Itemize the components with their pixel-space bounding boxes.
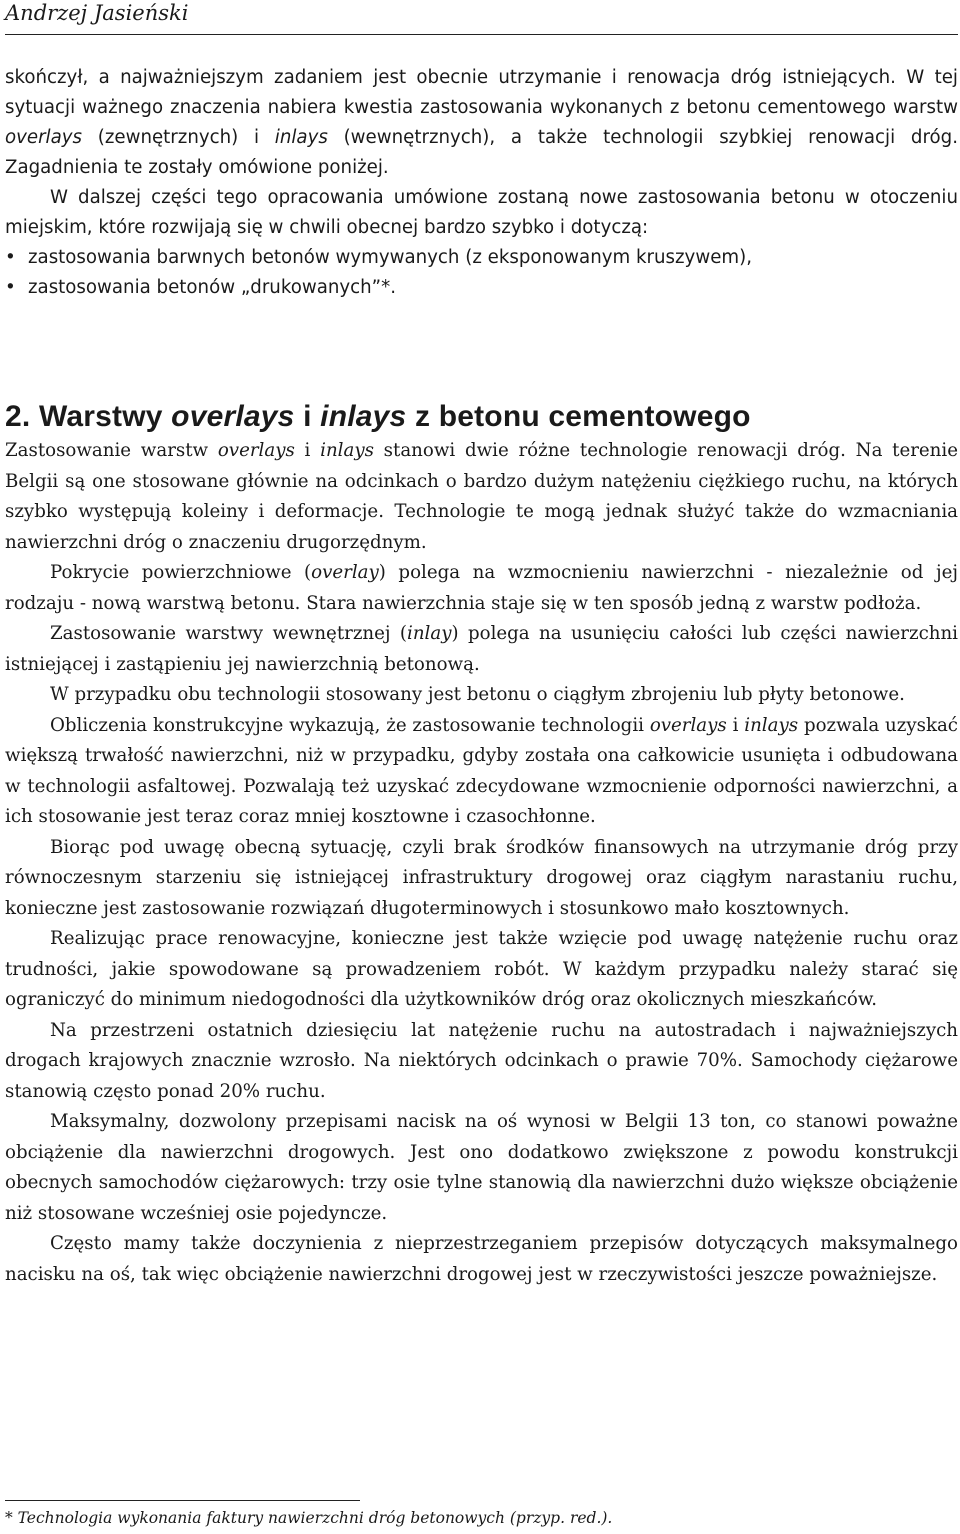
lead-p1-term-overlays: overlays (5, 127, 82, 148)
bullet-marker: • (5, 277, 16, 298)
p2-text-b: ) polega na wzmocnieniu nawierzchni - niezależnie od jej rodzaju - nową warstwą betonu. Stara nawierzchnia staje się w ten sposób jedną z warstw podłoża. (5, 562, 959, 614)
body-paragraph-2 (5, 558, 958, 619)
body-paragraph-7: Realizując prace renowacyjne, konieczne jest także wzięcie pod uwagę natężenie ruchu oraz trudności, jakie spowodowane są prowadzeniem robót. W każdym przypadku należy starać się ograniczyć do minimum niedogodności dla użytkowników dróg oraz okolicznych mieszkańców. (5, 928, 958, 1010)
bullet-marker: • (5, 247, 16, 268)
lead-p1-text-c: (wewnętrznych), a także technologii szybkiej renowacji dróg. Zagadnienia te zostały omówione poniżej. (5, 127, 958, 178)
heading-term-inlays: inlays (320, 399, 407, 433)
body-paragraph-5 (5, 711, 958, 833)
body-paragraph-8: Na przestrzeni ostatnich dziesięciu lat natężenie ruchu na autostradach i najważniejszych drogach krajowych znacznie wzrosło. Na niektórych odcinkach o prawie 70%. Samochody ciężarowe stanowią często ponad 20% ruchu. (5, 1019, 958, 1102)
body-paragraph-4: W przypadku obu technologii stosowany jest betonu o ciągłym zbrojeniu lub płyty betonowe. (50, 684, 905, 705)
lead-p1-text-a: skończył, a najważniejszym zadaniem jest obecnie utrzymanie i renowacja dróg istniejących. W tej sytuacji ważnego znaczenia nabiera kwestia zastosowania wykonanych z betonu cementowego warstw (5, 67, 958, 118)
p5-text-c: pozwala uzyskać większą trwałość nawierzchni, niż w przypadku, gdyby została ona całkowicie usunięta i odbudowana w technologii asfaltowej. Pozwalają też uzyskać zdecydowane wzmocnienie odporności nawierzchni, a ich stosowanie jest teraz coraz mniej kosztowne i czasochłonne. (5, 714, 958, 827)
p5-term-overlays: overlays (649, 714, 727, 736)
body-paragraph-3 (5, 619, 958, 680)
p1-text-b: i (294, 440, 321, 461)
footnote: * Technologia wykonania faktury nawierzchni dróg betonowych (przyp. red.). (5, 1509, 613, 1527)
heading-word: z betonu cementowego (414, 399, 751, 433)
p2-term-overlay: overlay (311, 562, 379, 583)
running-header (5, 0, 958, 35)
p5-text-a: Obliczenia konstrukcyjne wykazują, że zastosowanie technologii (50, 714, 650, 736)
heading-term-overlays: overlays (171, 399, 295, 433)
heading-word: i (303, 399, 312, 433)
p5-text-b: i (726, 714, 745, 736)
p1-text-a: Zastosowanie warstw (5, 440, 218, 461)
list-item-text: zastosowania barwnych betonów wymywanych (z eksponowanym kruszywem), (28, 247, 752, 268)
heading-word: Warstwy (38, 399, 163, 433)
body-paragraph-6: Biorąc pod uwagę obecną sytuację, czyli brak środków finansowych na utrzymanie dróg przy równoczesnym starzeniu się istniejącej infrastruktury drogowej oraz ciągłym narastaniu ruchu, konieczne jest zastosowanie rozwiązań długoterminowych i stosunkowo mało kosztownych. (5, 836, 958, 919)
list-item (5, 243, 958, 273)
lead-section (5, 63, 958, 303)
lead-bullet-list (5, 243, 958, 303)
body-paragraph-9: Maksymalny, dozwolony przepisami nacisk na oś wynosi w Belgii 13 ton, co stanowi poważne obciążenie dla nawierzchni drogowych. Jest ono dodatkowo zwiększone z powodu konstrukcji obecnych samochodów ciężarowych: trzy osie tylne stanowią dla nawierzchni dużo większe obciążenie niż stosowane wcześniej osie pojedyncze. (5, 1111, 958, 1224)
body-paragraph-1 (5, 436, 958, 558)
section-body (5, 436, 958, 1290)
footnote-separator (5, 1500, 360, 1501)
p1-text-c: stanowi dwie różne technologie renowacji dróg. Na terenie Belgii są one stosowane głównie na odcinkach o bardzo dużym natężeniu ciężkiego ruchu, na których szybko występują koleiny i deformacje. Technologie te mogą jednak służyć także do wzmacniania nawierzchni dróg o znaczeniu drugorzędnym. (5, 440, 958, 553)
section-heading (5, 399, 751, 435)
lead-paragraph-2: W dalszej części tego opracowania umówione zostaną nowe zastosowania betonu w otoczeniu miejskim, które rozwijają się w chwili obecnej bardzo szybko i dotyczą: (5, 187, 958, 238)
section-number: 2. (5, 399, 31, 433)
lead-p1-text-b: (zewnętrznych) i (82, 127, 275, 148)
p5-term-inlays: inlays (744, 714, 799, 736)
p3-term-inlay: inlay (407, 623, 452, 644)
p1-term-overlays: overlays (217, 440, 295, 461)
body-paragraph-10: Często mamy także doczynienia z nieprzestrzeganiem przepisów dotyczących maksymalnego nacisku na oś, tak więc obciążenie nawierzchni drogowej jest w rzeczywistości jeszcze poważniejsze. (5, 1233, 958, 1285)
list-item-text: zastosowania betonów „drukowanych”*. (28, 277, 396, 298)
header-author: Andrzej Jasieński (5, 1, 189, 25)
p1-term-inlays: inlays (320, 440, 374, 461)
lead-p1-term-inlays: inlays (274, 127, 328, 148)
p2-text-a: Pokrycie powierzchniowe ( (50, 562, 312, 583)
list-item (5, 273, 958, 303)
lead-paragraph-1 (5, 63, 958, 183)
p3-text-b: ) polega na usunięciu całości lub części nawierzchni istniejącej i zastąpieniu jej nawierzchnią betonową. (5, 623, 958, 675)
p3-text-a: Zastosowanie warstwy wewnętrznej ( (50, 623, 408, 644)
